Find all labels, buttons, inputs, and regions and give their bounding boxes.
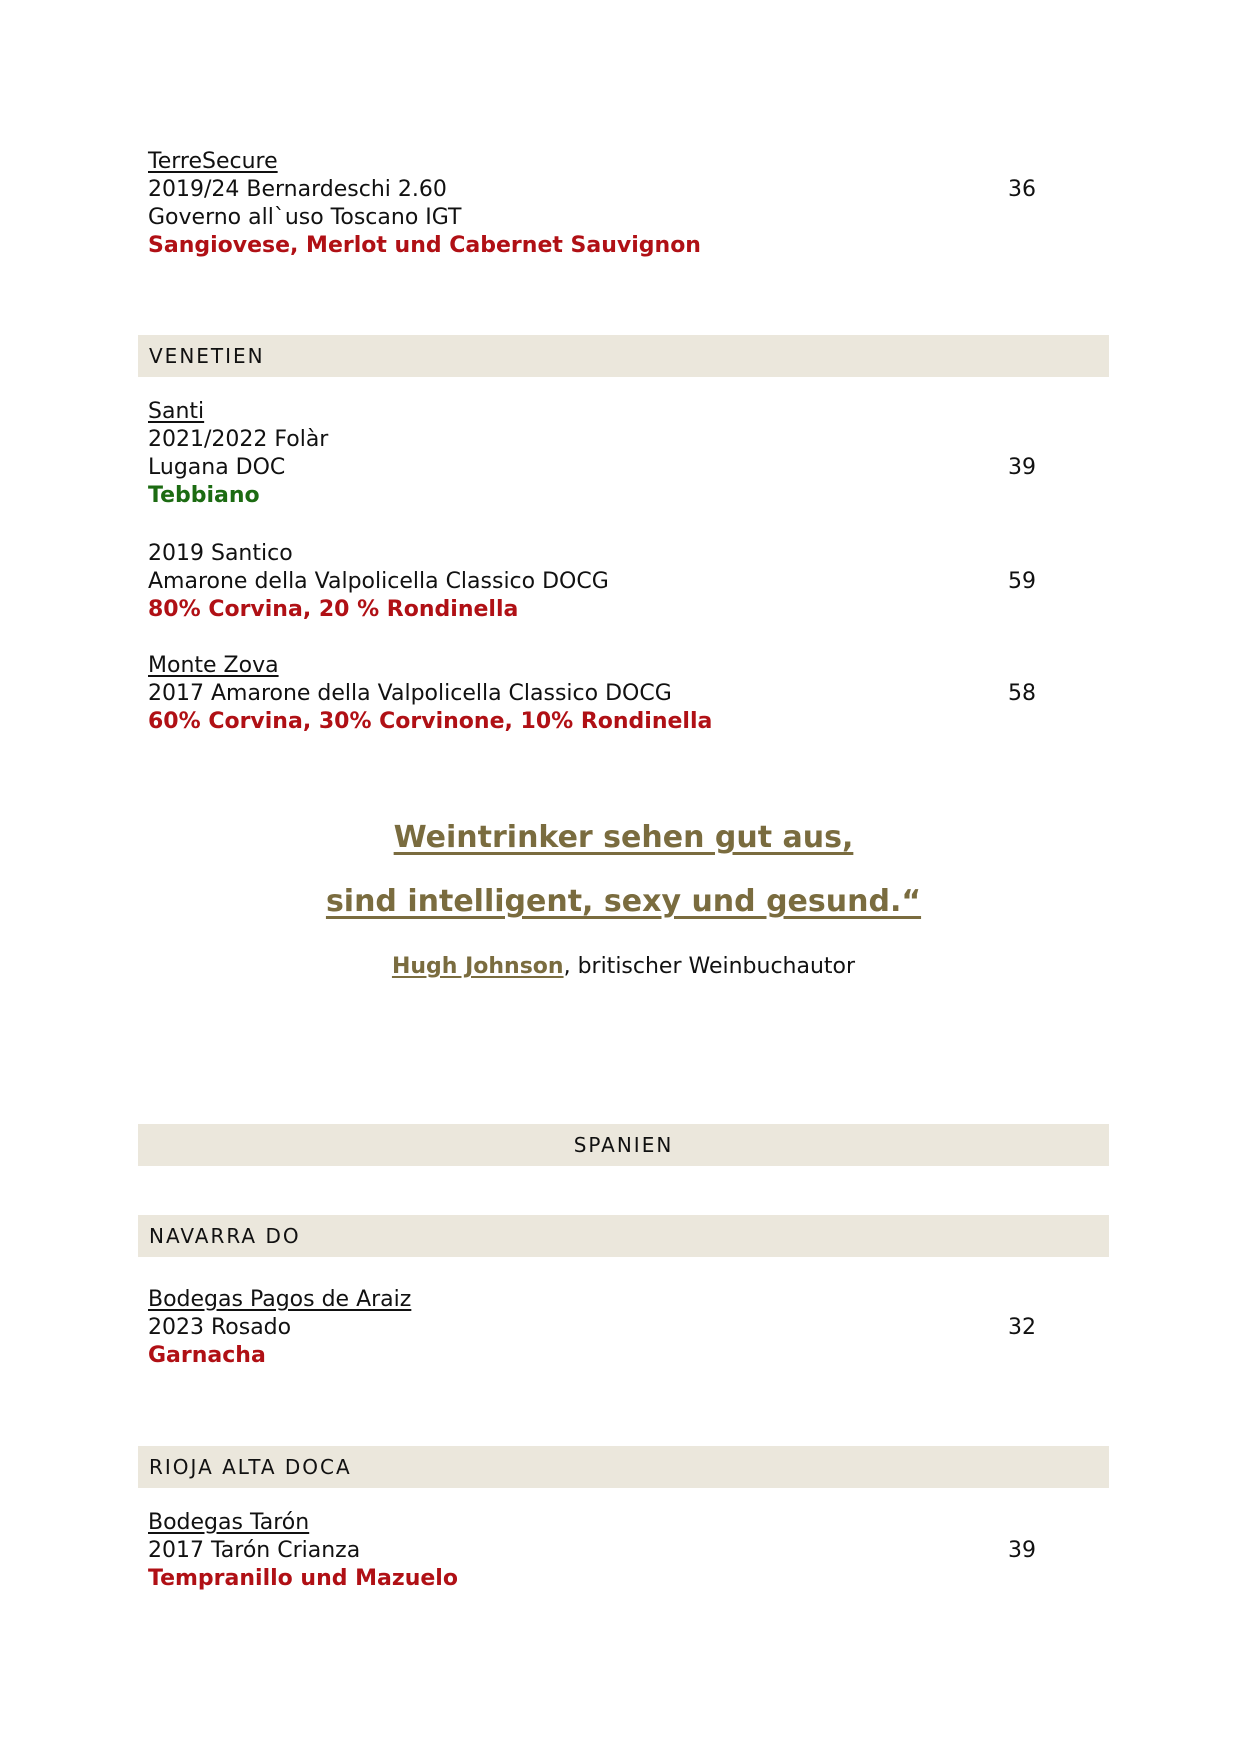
wine-appellation: Governo all`uso Toscano IGT — [148, 205, 462, 230]
wine-name: 2021/2022 Folàr — [148, 427, 329, 452]
wine-entry-pagos-de-araiz — [148, 1286, 1048, 1370]
grape-varieties: Tebbiano — [148, 483, 260, 508]
wine-appellation: Lugana DOC — [148, 455, 286, 480]
wine-price: 39 — [1008, 455, 1036, 480]
wine-price: 36 — [1008, 177, 1036, 202]
country-heading-spanien: SPANIEN — [138, 1124, 1109, 1166]
wine-price: 32 — [1008, 1315, 1036, 1340]
producer-name: Santi — [148, 399, 205, 424]
quote-attribution — [138, 954, 1109, 979]
region-heading-navarra: NAVARRA DO — [138, 1215, 1109, 1257]
wine-entry-santi — [148, 398, 1048, 510]
wine-price: 39 — [1008, 1538, 1036, 1563]
quote-line-1: Weintrinker sehen gut aus, — [393, 820, 854, 855]
wine-price: 59 — [1008, 569, 1036, 594]
wine-price: 58 — [1008, 681, 1036, 706]
wine-name: 2017 Tarón Crianza — [148, 1538, 361, 1563]
grape-varieties: 80% Corvina, 20 % Rondinella — [148, 597, 519, 622]
grape-varieties: 60% Corvina, 30% Corvinone, 10% Rondinella — [148, 709, 713, 734]
wine-name: 2023 Rosado — [148, 1315, 292, 1340]
producer-name: TerreSecure — [148, 149, 278, 174]
wine-entry-terresecure — [148, 148, 1048, 260]
wine-name: 2019 Santico — [148, 541, 293, 566]
wine-entry-monte-zova — [148, 652, 1048, 736]
grape-varieties: Garnacha — [148, 1343, 266, 1368]
wine-name: 2019/24 Bernardeschi 2.60 — [148, 177, 447, 202]
region-heading-venetien: VENETIEN — [138, 335, 1109, 377]
wine-appellation: Amarone della Valpolicella Classico DOCG — [148, 569, 609, 594]
quote-author-description: , britischer Weinbuchautor — [563, 954, 856, 979]
wine-entry-santico — [148, 540, 1048, 624]
grape-varieties: Tempranillo und Mazuelo — [148, 1566, 458, 1591]
quote-line-2: sind intelligent, sexy und gesund.“ — [325, 884, 922, 919]
region-heading-rioja: RIOJA ALTA DOCA — [138, 1446, 1109, 1488]
wine-name: 2017 Amarone della Valpolicella Classico DOCG — [148, 681, 672, 706]
grape-varieties: Sangiovese, Merlot und Cabernet Sauvignon — [148, 233, 701, 258]
producer-name: Bodegas Pagos de Araiz — [148, 1287, 412, 1312]
producer-name: Monte Zova — [148, 653, 279, 678]
wine-entry-bodegas-taron — [148, 1509, 1048, 1593]
producer-name: Bodegas Tarón — [148, 1510, 310, 1535]
quote-author: Hugh Johnson — [391, 954, 564, 979]
